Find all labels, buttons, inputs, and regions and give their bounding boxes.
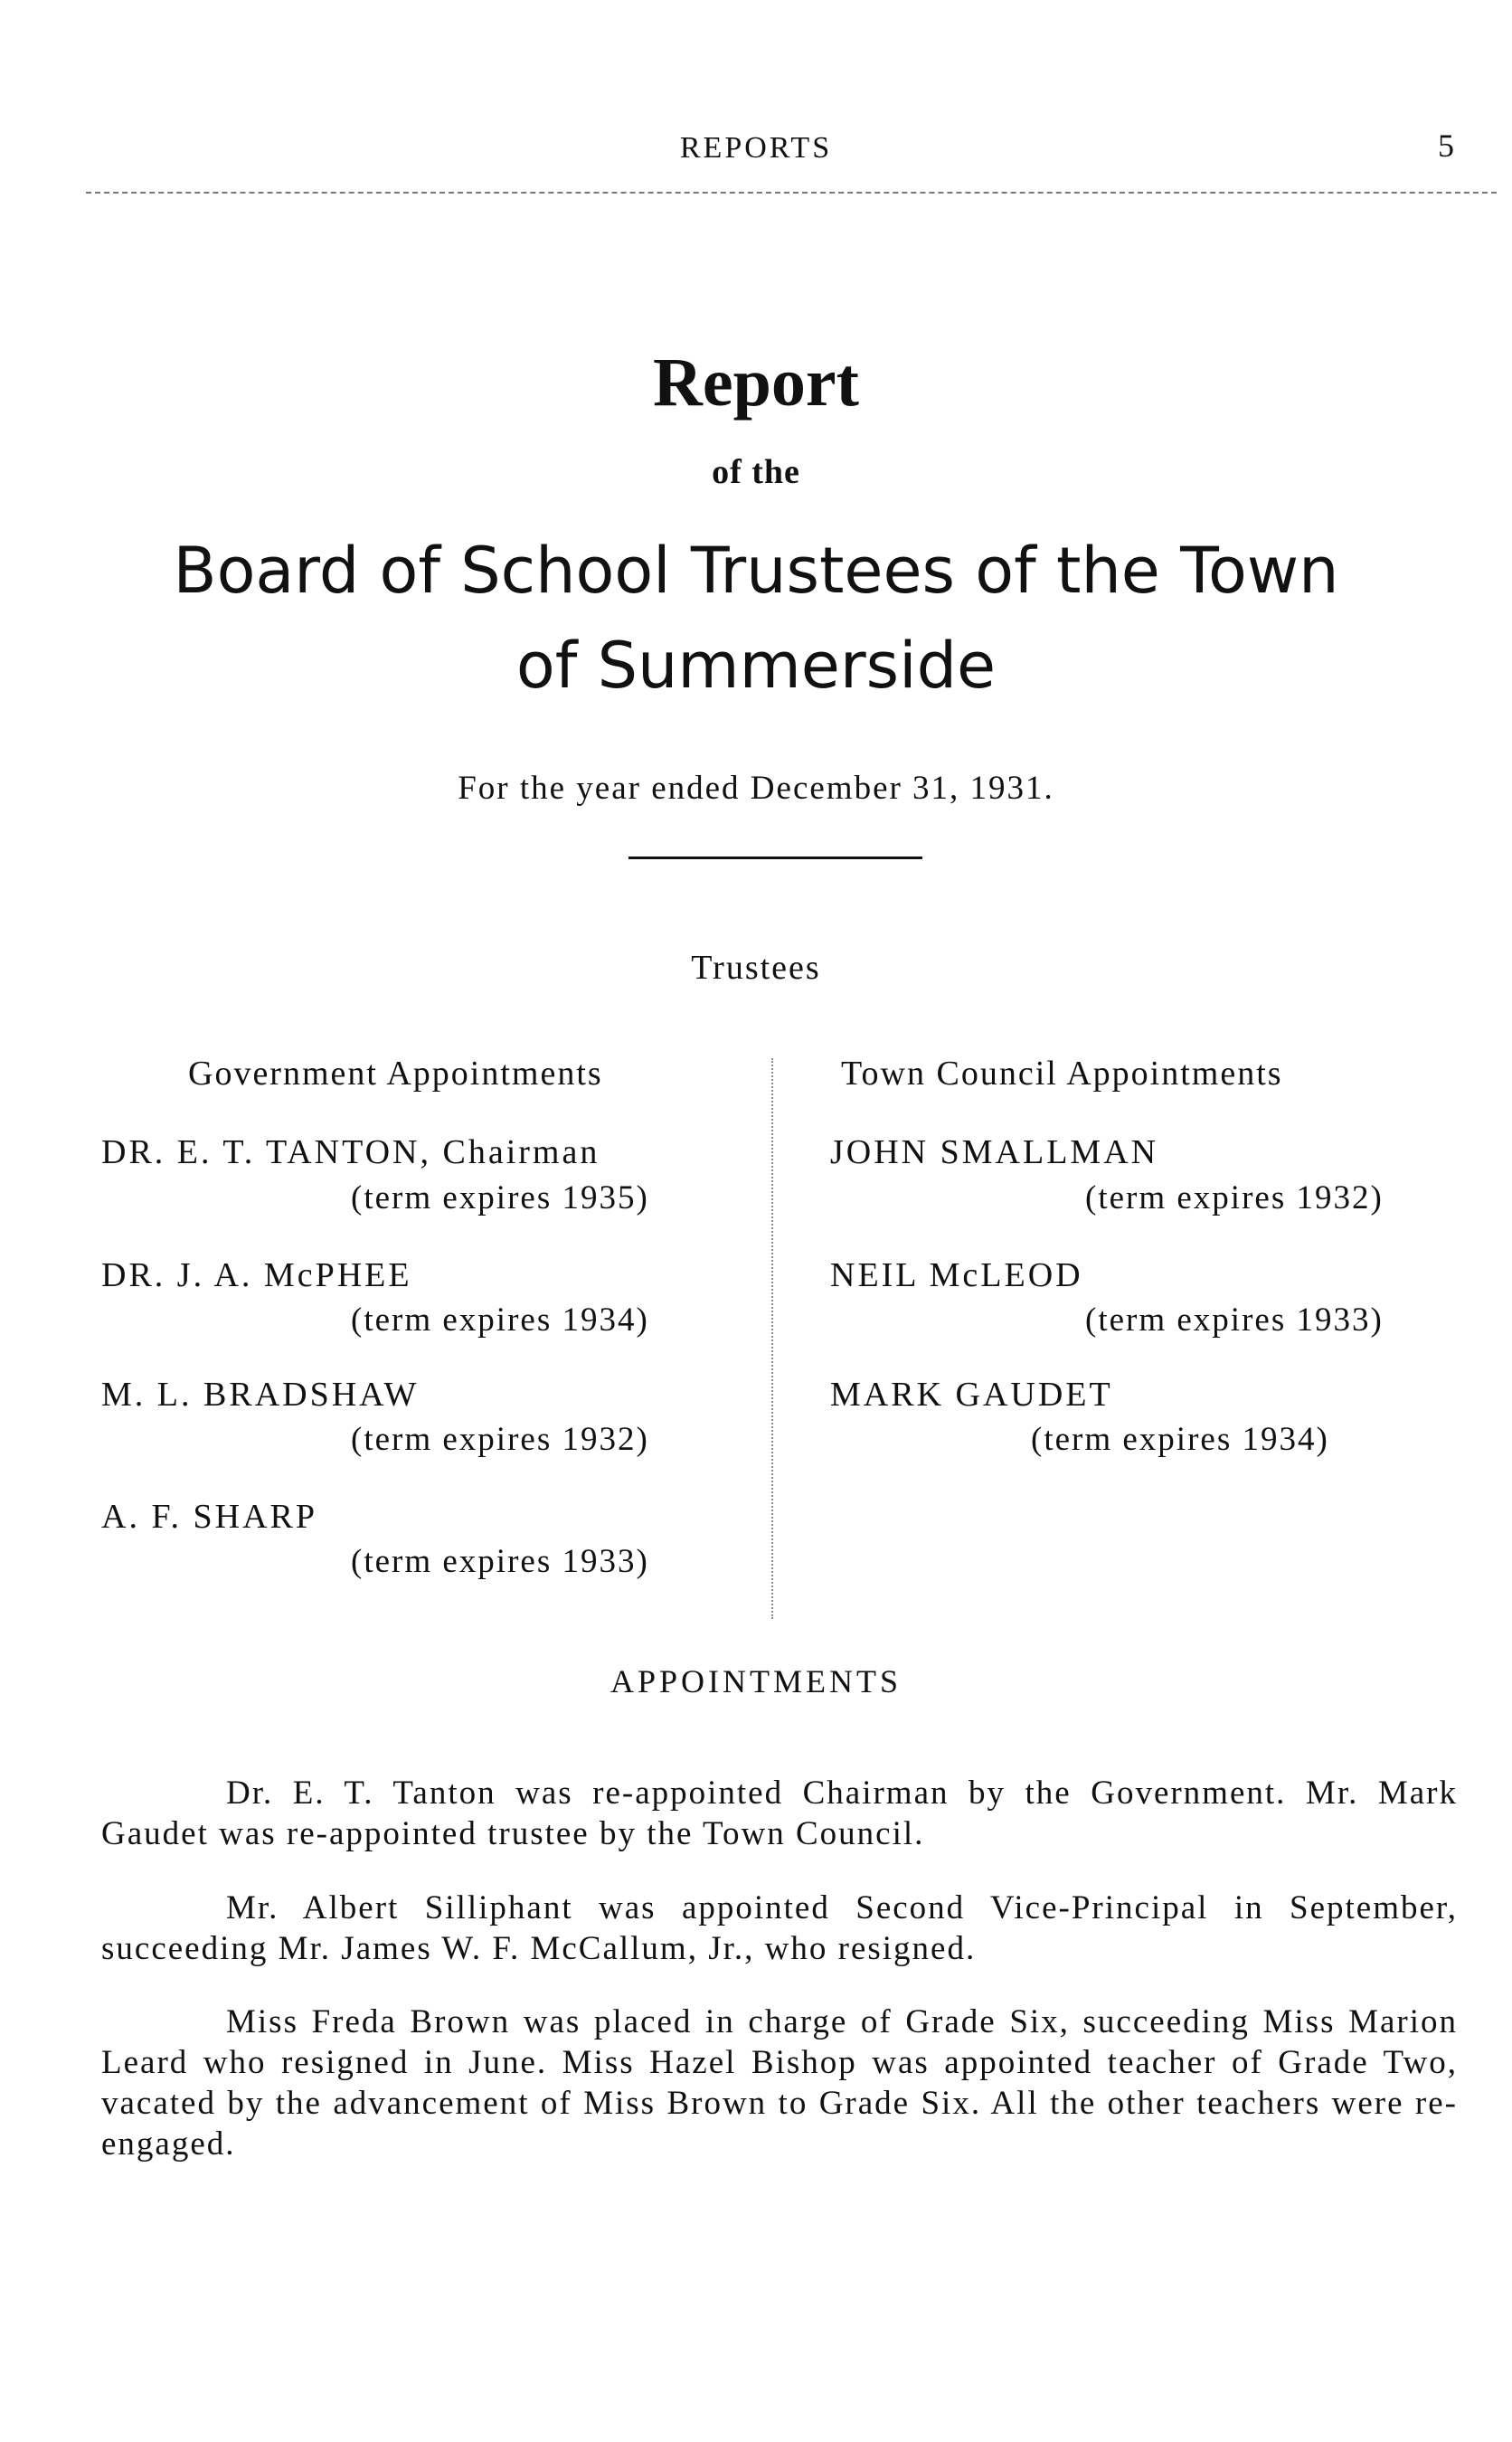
government-member-name: A. F. SHARP xyxy=(101,1498,318,1536)
government-member-term: (term expires 1932) xyxy=(351,1421,649,1458)
appointments-paragraph xyxy=(101,1888,1458,1969)
appointments-heading: APPOINTMENTS xyxy=(610,1663,902,1699)
government-member-name: DR. J. A. McPHEE xyxy=(101,1256,412,1294)
town-council-appointments-heading: Town Council Appointments xyxy=(841,1055,1283,1093)
government-member-term: (term expires 1934) xyxy=(351,1301,649,1339)
government-member-term: (term expires 1935) xyxy=(351,1179,649,1216)
page-number: 5 xyxy=(1438,128,1454,164)
government-member-name: DR. E. T. TANTON, Chairman xyxy=(101,1133,600,1171)
header-rule xyxy=(86,192,1497,194)
town-council-member-name: MARK GAUDET xyxy=(830,1376,1113,1414)
board-title-line2: of Summerside xyxy=(515,629,997,703)
section-rule xyxy=(628,857,922,859)
paragraph-text: Mr. Albert Silliphant was appointed Second Vice-Principal in September, succeeding Mr. James W. F. McCallum, Jr., who resigned. xyxy=(101,1889,1458,1967)
year-line: For the year ended December 31, 1931. xyxy=(458,770,1054,807)
town-council-member-term: (term expires 1933) xyxy=(1085,1301,1384,1339)
government-member-name: M. L. BRADSHAW xyxy=(101,1376,420,1414)
government-member-term: (term expires 1933) xyxy=(351,1543,649,1580)
report-title: Report xyxy=(653,345,859,421)
board-title: Board of School Trustees of the Town xyxy=(173,534,1339,608)
paragraph-text: Miss Freda Brown was placed in charge of Grade Six, succeeding Miss Marion Leard who resigned in June. Miss Hazel Bishop was appointed teacher of Grade Two, vacated by the advancement of Miss Brown to Grade Six. All the other teachers were re-engaged. xyxy=(101,2003,1458,2163)
town-council-member-name: NEIL McLEOD xyxy=(830,1256,1083,1294)
running-head: REPORTS xyxy=(679,131,833,165)
town-council-member-term: (term expires 1932) xyxy=(1085,1179,1384,1216)
town-council-member-name: JOHN SMALLMAN xyxy=(830,1133,1159,1171)
town-council-member-term: (term expires 1934) xyxy=(1031,1421,1329,1458)
appointments-paragraph xyxy=(101,1773,1458,1854)
trustees-heading: Trustees xyxy=(691,949,821,987)
government-appointments-heading: Government Appointments xyxy=(188,1055,603,1093)
column-divider xyxy=(771,1058,773,1619)
appointments-paragraph xyxy=(101,2002,1458,2164)
report-of-the: of the xyxy=(712,453,800,491)
paragraph-text: Dr. E. T. Tanton was re-appointed Chairman by the Government. Mr. Mark Gaudet was re-appointed trustee by the Town Council. xyxy=(101,1775,1458,1852)
